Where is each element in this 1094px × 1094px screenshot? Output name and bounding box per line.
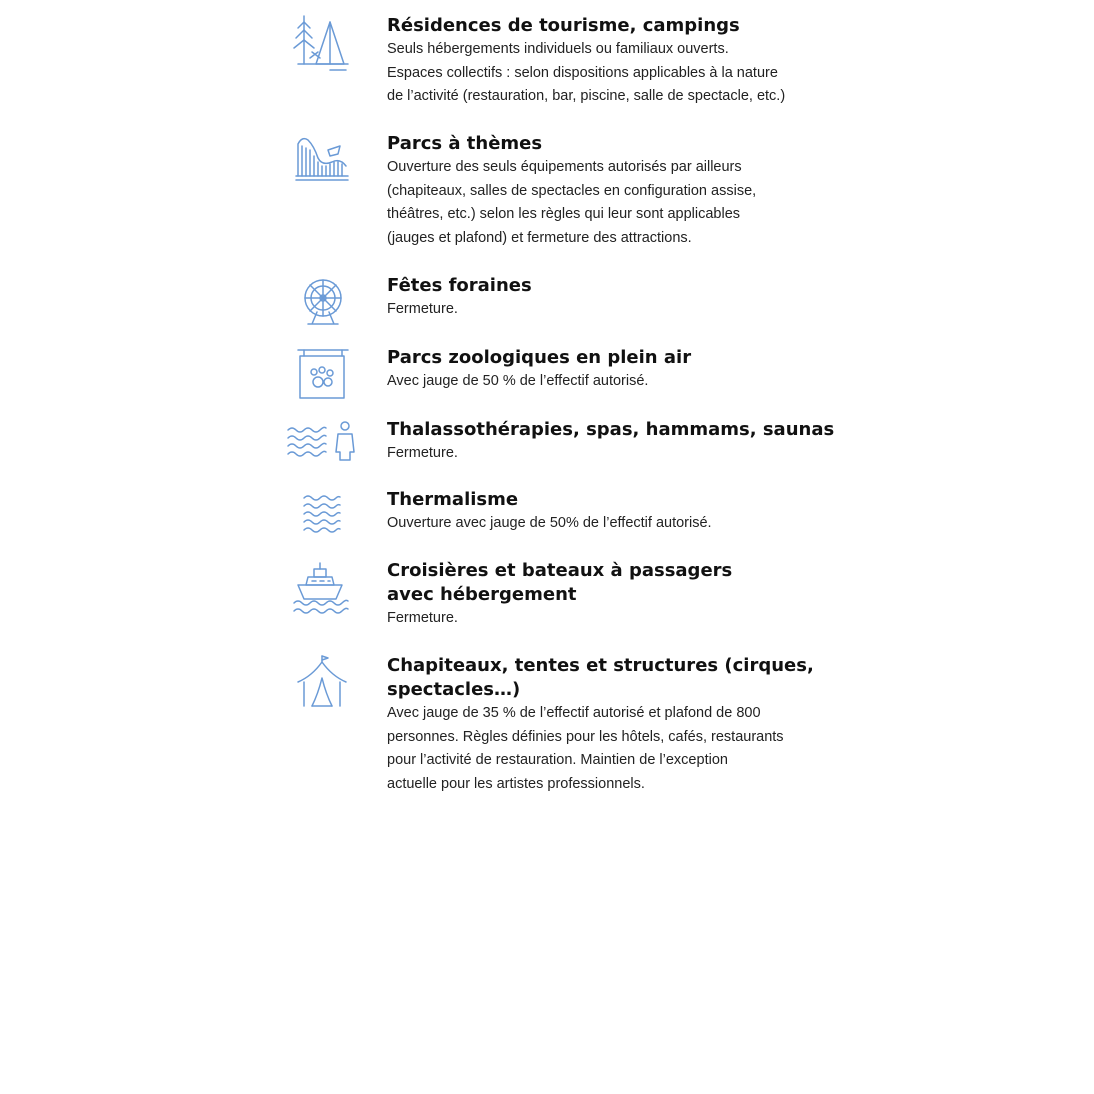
- entry-title: [387, 654, 842, 702]
- entry-zoos: [282, 346, 842, 402]
- entry-description: [387, 370, 842, 394]
- title-line: Chapiteaux, tentes et structures (cirques,: [387, 655, 814, 676]
- desc-line: Ouverture des seuls équipements autorisés par ailleurs: [387, 159, 742, 175]
- entry-title: Parcs zoologiques en plein air: [387, 347, 692, 368]
- desc-line: Fermeture.: [387, 445, 458, 461]
- title-line: Croisières et bateaux à passagers: [387, 560, 733, 581]
- entry-text: [387, 654, 842, 796]
- desc-line: Ouverture avec jauge de 50% de l’effectif autorisé.: [387, 515, 712, 531]
- title-line: avec hébergement: [387, 584, 577, 605]
- entry-tourism-campings: [282, 14, 842, 114]
- desc-line: Seuls hébergements individuels ou familiaux ouverts.: [387, 41, 729, 57]
- desc-line: pour l’activité de restauration. Maintien de l’exception: [387, 752, 728, 768]
- entry-title: [387, 559, 842, 607]
- cruise-ship-icon: [282, 559, 362, 623]
- entry-cruises: [282, 559, 842, 639]
- desc-line: personnes. Règles définies pour les hôtels, cafés, restaurants: [387, 728, 784, 745]
- tent-camping-icon: [282, 14, 362, 78]
- desc-line: Avec jauge de 35 % de l’effectif autorisé et plafond de 800: [387, 705, 761, 721]
- desc-line: théâtres, etc.) selon les règles qui leur sont applicables: [387, 206, 741, 222]
- entry-circus-tents: [282, 654, 842, 804]
- roller-coaster-icon: [282, 132, 362, 196]
- desc-line: Fermeture.: [387, 610, 458, 626]
- entry-text: [387, 14, 842, 109]
- zoo-sign-icon: [282, 346, 362, 410]
- desc-line: Fermeture.: [387, 301, 458, 317]
- entry-description: [387, 702, 842, 796]
- entry-title: Thermalisme: [387, 489, 519, 510]
- desc-line: Espaces collectifs : selon dispositions applicables à la nature: [387, 64, 778, 81]
- entry-title: Thalassothérapies, spas, hammams, saunas: [387, 419, 835, 440]
- entry-theme-parks: [282, 132, 842, 256]
- entry-description: [387, 38, 842, 109]
- entry-title: Parcs à thèmes: [387, 133, 543, 154]
- entry-text: [387, 418, 842, 466]
- desc-line: (jauges et plafond) et fermeture des attractions.: [387, 229, 692, 246]
- spa-water-person-icon: [282, 418, 362, 482]
- desc-line: de l’activité (restauration, bar, piscine, salle de spectacle, etc.): [387, 88, 786, 104]
- entry-description: [387, 607, 842, 631]
- title-line: spectacles…): [387, 679, 521, 700]
- entry-description: [387, 298, 842, 322]
- entry-text: [387, 274, 842, 322]
- entry-description: [387, 442, 842, 466]
- desc-line: (chapiteaux, salles de spectacles en configuration assise,: [387, 182, 757, 199]
- waves-icon: [282, 488, 362, 552]
- entry-text: [387, 346, 842, 394]
- entry-description: [387, 512, 842, 536]
- ferris-wheel-icon: [282, 274, 362, 338]
- entry-text: [387, 132, 842, 250]
- entry-funfairs: [282, 274, 842, 330]
- entry-description: [387, 156, 842, 250]
- entry-text: [387, 488, 842, 536]
- desc-line: actuelle pour les artistes professionnels.: [387, 775, 645, 792]
- entry-thermalism: [282, 488, 842, 544]
- entry-text: [387, 559, 842, 631]
- circus-tent-icon: [282, 654, 362, 718]
- entry-title: Fêtes foraines: [387, 275, 532, 296]
- entry-spas: [282, 418, 842, 474]
- desc-line: Avec jauge de 50 % de l’effectif autorisé.: [387, 373, 649, 389]
- entry-title: Résidences de tourisme, campings: [387, 15, 740, 36]
